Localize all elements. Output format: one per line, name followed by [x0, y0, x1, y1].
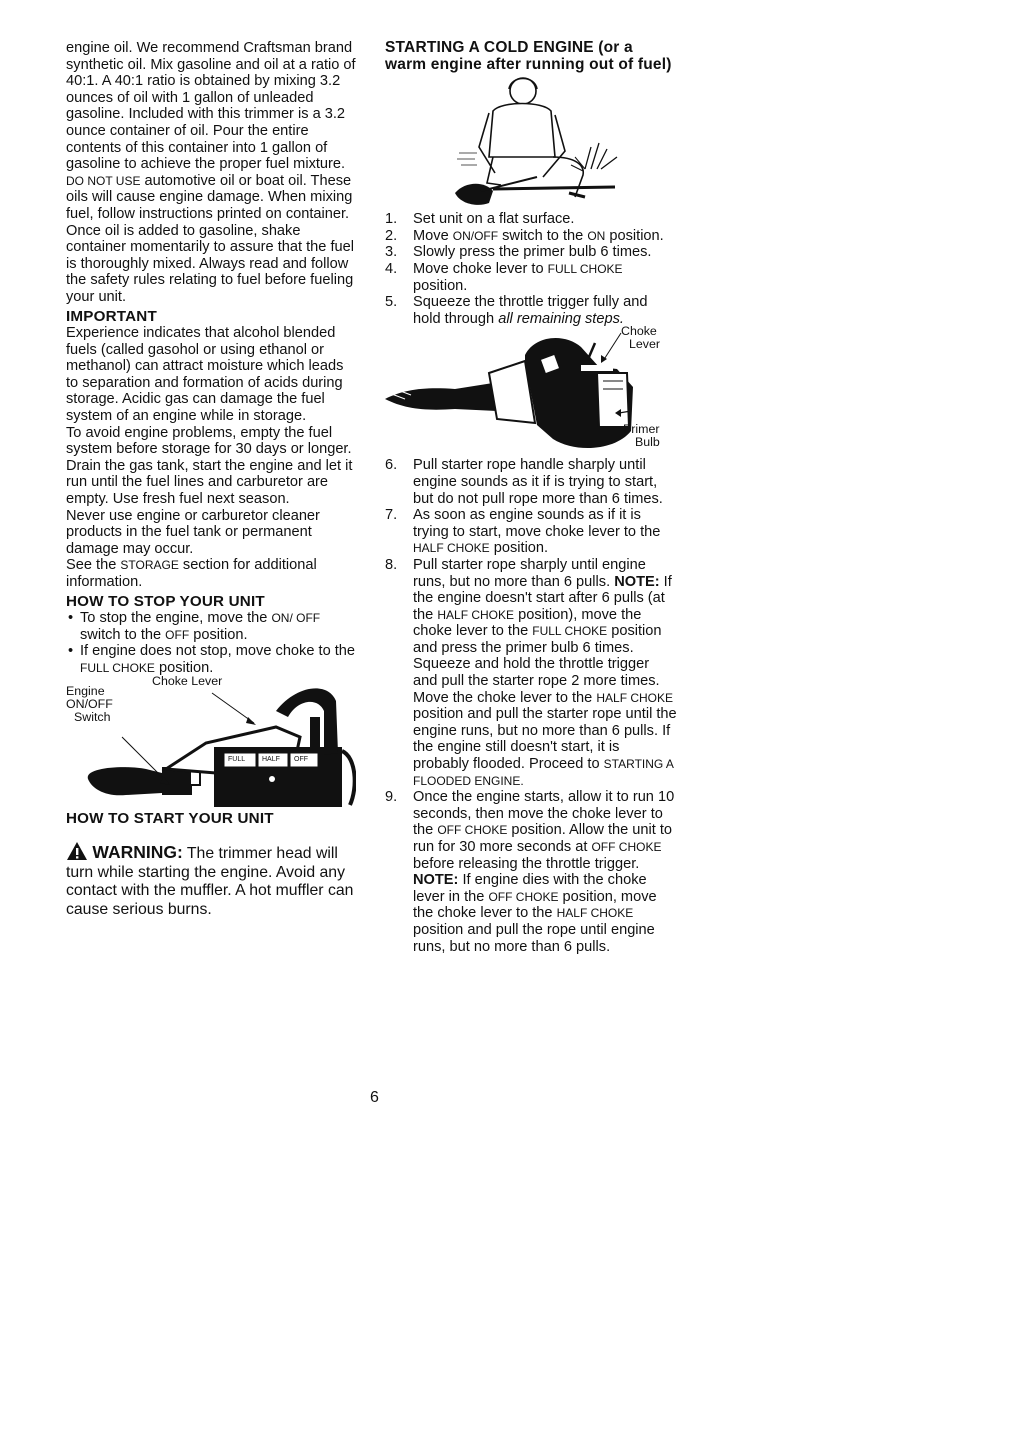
stop-unit-heading: HOW TO STOP YOUR UNIT [66, 592, 265, 610]
cold-engine-heading-line1: STARTING A COLD ENGINE (or a [385, 39, 633, 56]
list-item: 1. Set unit on a flat surface. [385, 211, 575, 228]
half-label: HALF [262, 755, 280, 763]
list-item: 7. As soon as engine sounds as if it is trying to start, move choke lever to the HALF CHOKE position. [385, 507, 661, 557]
shake-container-paragraph: Once oil is added to gasoline, shake container momentarily to assure that the fuel is thoroughly mixed. Always read and follow the safety rules relating to fuel before fueling your unit. [66, 222, 354, 305]
stop-bullets [66, 610, 356, 676]
choke-lever-label: Choke Lever [152, 673, 223, 688]
primer-label: Primer [623, 422, 660, 437]
list-item: 6. Pull starter rope handle sharply until engine sounds as it if is trying to start, but do not pull rope more than 6 times. [385, 457, 663, 507]
steps-list-6-9 [385, 457, 677, 955]
list-item: 9. Once the engine starts, allow it to run 10 seconds, then move the choke lever to the OFF CHOKE position. Allow the unit to run for 30 more seconds at OFF CHOKE before releasing the throttle trigger. NOTE: If engine dies with the choke lever in the OFF CHOKE position, move the choke lever to the HALF CHOKE position and pull the rope until engine runs, but no more than 6 pulls. [385, 789, 675, 955]
list-item: • If engine does not stop, move choke to the FULL CHOKE position. [66, 643, 356, 676]
bulb-label: Bulb [635, 435, 660, 450]
onoff-label: ON/OFF [66, 696, 113, 711]
warning-paragraph [66, 841, 356, 919]
operator-starting-trimmer-illustration [385, 73, 677, 211]
engine-switch-figure [66, 673, 356, 809]
switch-label: Switch [74, 709, 111, 724]
warning-triangle-icon [66, 841, 88, 861]
left-column [66, 40, 356, 919]
cold-engine-heading-rest: warm engine after running out of fuel) [385, 55, 672, 73]
alcohol-fuels-paragraph: Experience indicates that alcohol blended fuels (called gasohol or using ethanol or methanol) can attract moisture which leads to separation and formation of acids during storage. Acidic gas can damage the fuel system of an engine while in storage. [66, 325, 344, 425]
page-number: 6 [370, 1089, 379, 1106]
list-item: 5. Squeeze the throttle trigger fully and hold through all remaining steps. [385, 294, 648, 327]
choke-primer-figure [385, 324, 677, 457]
fuel-mixing-paragraph: engine oil. We recommend Craftsman brand synthetic oil. Mix gasoline and oil at a ratio of 40:1. A 40:1 ratio is obtained by mixing 3.2 ounces of oil with 1 gallon of unleaded gasoline. Included with this trimmer is a 3.2 ounce container of oil. Pour the entire contents of this container into 1 gallon of gasoline to achieve the proper fuel mixture. DO NOT USE automotive oil or boat oil. These oils will cause engine damage. When mixing fuel, follow instructions printed on container. [66, 40, 356, 222]
steps-list-1-5 [385, 211, 677, 327]
list-item: 2. Move ON/OFF switch to the ON position. [385, 227, 664, 244]
see-storage-paragraph: See the STORAGE section for additional information. [66, 557, 317, 590]
warning-label: WARNING: [92, 842, 183, 863]
list-item: • To stop the engine, move the ON/ OFF switch to the OFF position. [66, 610, 356, 643]
list-item: 3. Slowly press the primer bulb 6 times. [385, 244, 652, 261]
list-item: 8. Pull starter rope sharply until engine runs, but no more than 6 pulls. NOTE: If the engine doesn't start after 6 pulls (at the HALF CHOKE position), move the choke lever to the FULL CHOKE position and press the primer bulb 6 times. Squeeze and hold the throttle trigger and pull the starter rope 2 more times. Move the choke lever to the HALF CHOKE position and pull the starter rope until the engine runs, but no more than 6 pulls. If the engine still doesn't start, it is probably flooded. Proceed to STARTING A FLOODED ENGINE. [385, 556, 677, 788]
start-unit-heading: HOW TO START YOUR UNIT [66, 809, 274, 827]
list-item: 4. Move choke lever to FULL CHOKE position. [385, 260, 623, 294]
choke-label: Choke [621, 324, 657, 339]
full-label: FULL [228, 755, 246, 763]
warning-text: The trimmer head will turn while starting the engine. Avoid any contact with the muffler. A hot muffler can cause serious burns. [66, 845, 354, 918]
important-heading: IMPORTANT [66, 307, 157, 325]
storage-problems-paragraph: To avoid engine problems, empty the fuel system before storage for 30 days or longer. Drain the gas tank, start the engine and let it run until the fuel lines and carburetor are empty. Use fresh fuel next season. [66, 424, 353, 508]
off-label: OFF [294, 755, 308, 763]
right-column [385, 40, 677, 955]
engine-label: Engine [66, 683, 105, 698]
cleaner-warning-paragraph: Never use engine or carburetor cleaner products in the fuel tank or permanent damage may occur. [66, 507, 320, 557]
operator-figure [385, 73, 677, 211]
lever-label: Lever [629, 337, 660, 352]
